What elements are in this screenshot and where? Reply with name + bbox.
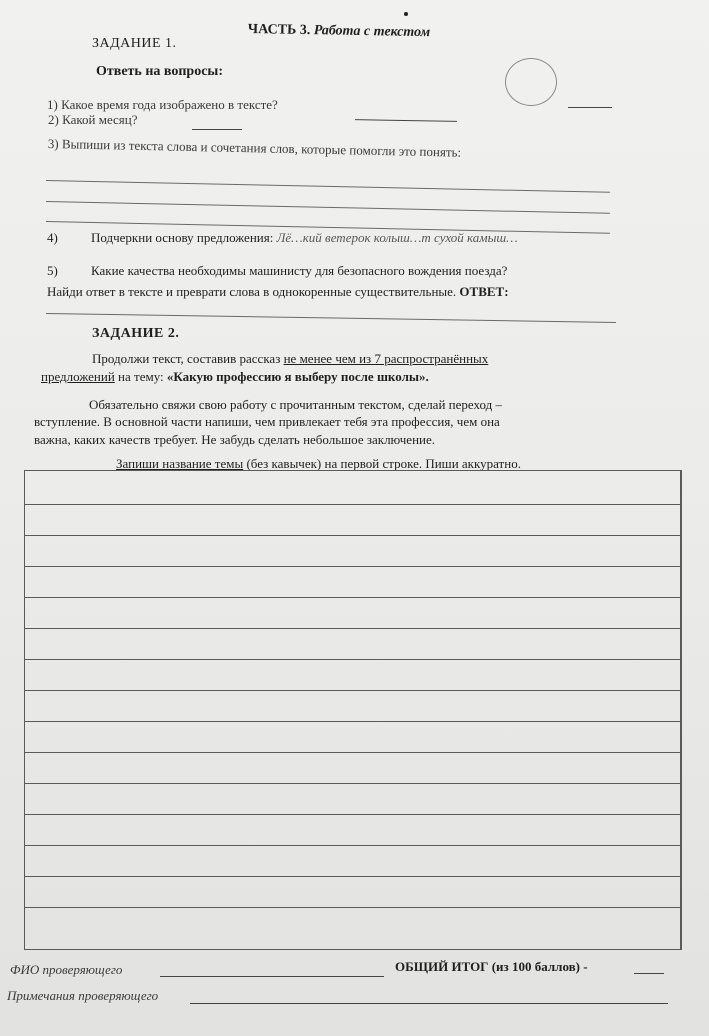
part-label: ЧАСТЬ 3. <box>247 22 311 39</box>
checker-name-label: ФИО проверяющего <box>10 962 123 977</box>
writing-line[interactable] <box>25 566 680 567</box>
answer-blank-2[interactable] <box>192 129 242 130</box>
answer-label: ОТВЕТ: <box>459 284 509 299</box>
writing-line[interactable] <box>25 597 680 598</box>
writing-line[interactable] <box>25 907 680 908</box>
question-5-number: 5) <box>47 263 58 278</box>
writing-line[interactable] <box>25 752 680 753</box>
question-5-text: Какие качества необходимы машинисту для безопасного вождения поезда? <box>91 263 508 278</box>
question-1: 1) Какое время года изображено в тексте? <box>47 97 278 112</box>
task2-paragraph2-line2: вступление. В основной части напиши, чем привлекает тебя эта профессия, чем она <box>34 414 500 429</box>
question-5 <box>47 263 507 279</box>
question-3: 3) Выпиши из текста слова и сочетания слов, которые помогли это понять: <box>47 136 462 160</box>
question-4-number: 4) <box>47 230 58 245</box>
task2-p1-underlined-a: не менее чем из 7 распространённых <box>283 351 489 366</box>
writing-line[interactable] <box>25 783 680 784</box>
answer-line-3b[interactable] <box>46 201 610 214</box>
checker-notes-blank[interactable] <box>190 1003 668 1004</box>
part-title: Работа с текстом <box>313 23 431 41</box>
task2-p1-mid: на тему: <box>118 369 164 384</box>
task2-paragraph2-line1: Обязательно свяжи свою работу с прочитанным текстом, сделай переход – <box>89 397 502 412</box>
writing-area[interactable] <box>24 470 682 950</box>
question-2: 2) Какой месяц? <box>48 112 138 127</box>
task1-instruction: Ответь на вопросы: <box>96 64 224 79</box>
writing-line[interactable] <box>25 659 680 660</box>
writing-line[interactable] <box>25 535 680 536</box>
question-4 <box>47 230 518 246</box>
total-score-label: ОБЩИЙ ИТОГ (из 100 баллов) - <box>395 959 588 974</box>
task2-paragraph1-line1 <box>92 350 488 368</box>
task2-topic: «Какую профессию я выберу после школы». <box>166 369 429 384</box>
checker-name-blank[interactable] <box>160 976 384 977</box>
total-score-blank[interactable] <box>634 973 664 974</box>
question-5-continued <box>47 284 509 300</box>
question-5-text2: Найди ответ в тексте и преврати слова в однокоренные существительные. <box>47 284 457 299</box>
task2-title: ЗАДАНИЕ 2. <box>92 326 180 341</box>
score-circle <box>505 58 557 106</box>
question-4-text: Подчеркни основу предложения: <box>91 230 274 245</box>
task2-p1-underlined-b: предложений <box>41 369 115 384</box>
part-heading <box>248 22 431 41</box>
writing-instruction-underlined: Запиши название темы <box>116 456 244 471</box>
writing-line[interactable] <box>25 845 680 846</box>
task1-title: ЗАДАНИЕ 1. <box>92 36 177 51</box>
answer-line-5[interactable] <box>46 313 616 323</box>
writing-line[interactable] <box>25 690 680 691</box>
question-4-sentence: Лё…кий ветерок колыш…т сухой камыш… <box>276 230 518 245</box>
task2-paragraph2-line3: важна, каких качеств требует. Не забудь сделать небольшое заключение. <box>34 432 436 447</box>
answer-blank-1[interactable] <box>355 119 457 122</box>
writing-line[interactable] <box>25 721 680 722</box>
task2-paragraph1-line2 <box>41 368 429 386</box>
writing-line[interactable] <box>25 814 680 815</box>
task2-p1-start: Продолжи текст, составив рассказ <box>92 351 281 366</box>
writing-line[interactable] <box>25 504 680 505</box>
ink-dot <box>404 12 408 16</box>
checker-notes-label: Примечания проверяющего <box>7 988 159 1003</box>
score-blank <box>568 107 612 108</box>
writing-line[interactable] <box>25 628 680 629</box>
writing-instruction-rest: (без кавычек) на первой строке. Пиши аккуратно. <box>246 456 521 471</box>
writing-line[interactable] <box>25 876 680 877</box>
answer-line-3a[interactable] <box>46 180 610 193</box>
